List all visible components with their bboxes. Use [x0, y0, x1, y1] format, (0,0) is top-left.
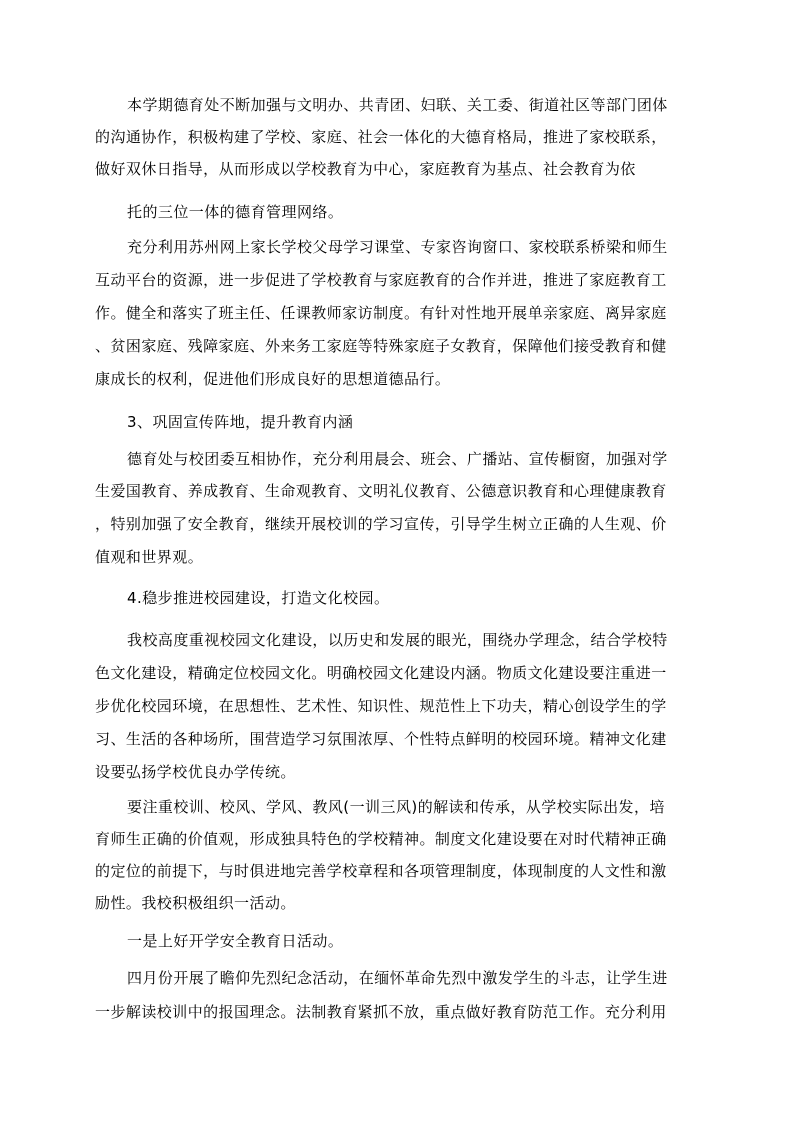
- paragraph-7-line-5: 设要弘扬学校优良办学传统。: [95, 763, 296, 781]
- paragraph-3-line-4: 、贫困家庭、残障家庭、外来务工家庭等特殊家庭子女教育，保障他们接受教育和健: [95, 337, 667, 355]
- paragraph-1-line-3: 做好双休日指导，从而形成以学校教育为中心，家庭教育为基点、社会教育为依: [95, 160, 636, 178]
- paragraph-8-line-3: 的定位的前提下，与时俱进地完善学校章程和各项管理制度，体现制度的人文性和激: [95, 862, 667, 880]
- section-heading-4: 4.稳步推进校园建设，打造文化校园。: [127, 589, 390, 607]
- paragraph-10-line-1: 四月份开展了瞻仰先烈纪念活动，在缅怀革命先烈中激发学生的斗志，让学生进: [127, 969, 668, 987]
- paragraph-8-line-1: 要注重校训、校风、学风、教风(一训三风)的解读和传承，从学校实际出发，培: [127, 798, 665, 816]
- paragraph-8-line-4: 励性。我校积极组织一活动。: [95, 894, 296, 912]
- paragraph-7-line-4: 习、生活的各种场所，围营造学习氛围浓厚、个性特点鲜明的校园环境。精神文化建: [95, 730, 667, 748]
- paragraph-7-line-3: 步优化校园环境，在思想性、艺术性、知识性、规范性上下功夫，精心创设学生的学: [95, 697, 667, 715]
- paragraph-5-line-1: 德育处与校团委互相协作，充分利用晨会、班会、广播站、宣传橱窗，加强对学: [127, 450, 668, 468]
- paragraph-7-line-1: 我校高度重视校园文化建设，以历史和发展的眼光，围绕办学理念，结合学校特: [127, 631, 668, 649]
- paragraph-3-line-5: 康成长的权利，促进他们形成良好的思想道德品行。: [95, 370, 451, 388]
- paragraph-3-line-2: 互动平台的资源，进一步促进了学校教育与家庭教育的合作并进，推进了家庭教育工: [95, 271, 667, 289]
- paragraph-3-line-1: 充分利用苏州网上家长学校父母学习课堂、专家咨询窗口、家校联系桥梁和师生: [127, 238, 668, 256]
- paragraph-8-line-2: 育师生正确的价值观，形成独具特色的学校精神。制度文化建设要在对时代精神正确: [95, 830, 667, 848]
- paragraph-10-line-2: 一步解读校训中的报国理念。法制教育紧抓不放，重点做好教育防范工作。充分利用: [95, 1003, 667, 1021]
- paragraph-7-line-2: 色文化建设，精确定位校园文化。明确校园文化建设内涵。物质文化建设要注重进一: [95, 664, 667, 682]
- paragraph-1-line-1: 本学期德育处不断加强与文明办、共青团、妇联、关工委、街道社区等部门团体: [127, 96, 668, 114]
- section-heading-3: 3、巩固宣传阵地，提升教育内涵: [127, 413, 354, 431]
- paragraph-5-line-4: 值观和世界观。: [95, 548, 204, 566]
- paragraph-9-line-1: 一是上好开学安全教育日活动。: [127, 932, 344, 950]
- paragraph-3-line-3: 作。健全和落实了班主任、任课教师家访制度。有针对性地开展单亲家庭、离异家庭: [95, 304, 667, 322]
- paragraph-5-line-3: ，特别加强了安全教育，继续开展校训的学习宣传，引导学生树立正确的人生观、价: [95, 515, 667, 533]
- paragraph-1-line-2: 的沟通协作，积极构建了学校、家庭、社会一体化的大德育格局，推进了家校联系，: [95, 128, 667, 146]
- paragraph-5-line-2: 生爱国教育、养成教育、生命观教育、文明礼仪教育、公德意识教育和心理健康教育: [95, 482, 667, 500]
- paragraph-2-line-1: 托的三位一体的德育管理网络。: [127, 203, 344, 221]
